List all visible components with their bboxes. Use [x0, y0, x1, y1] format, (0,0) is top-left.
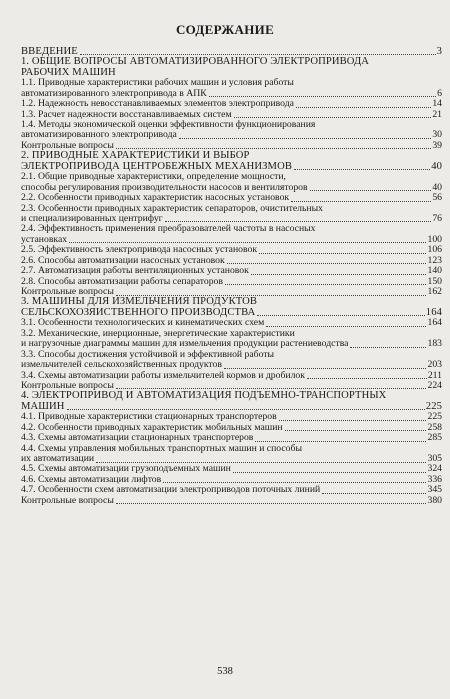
dot-leader — [257, 315, 424, 316]
toc-entry-line — [21, 131, 442, 141]
toc-entry-text: 3.2. Механические, инерционные, энергетические характеристики — [21, 328, 295, 339]
toc-entry-text: 1.3. Расчет надежности восстанавливаемых систем — [21, 109, 232, 120]
toc-entry-text: 3.1. Особенности технологических и кинематических схем — [21, 318, 265, 329]
toc-entry-line — [21, 465, 442, 475]
toc-entry-line — [21, 423, 442, 433]
toc-entry-text: автоматизированного электропривода — [21, 130, 177, 141]
toc-section-line — [21, 151, 442, 161]
dot-leader — [209, 96, 436, 97]
toc-entry-text: 2.2. Особенности приводных характеристик насосных установок — [21, 193, 290, 204]
dot-leader — [234, 117, 432, 118]
dot-leader — [67, 409, 425, 410]
toc-section-line — [21, 391, 442, 401]
dot-leader — [227, 263, 427, 264]
dot-leader — [165, 221, 432, 222]
toc-entry-line — [21, 89, 442, 99]
toc-entry-line — [21, 204, 442, 214]
toc-entry-line — [21, 412, 442, 422]
dot-leader — [285, 430, 427, 431]
toc-entry-text: измельчителей сельскохозяйственных продуктов — [21, 360, 222, 371]
toc-entry-text: 4. ЭЛЕКТРОПРИВОД И АВТОМАТИЗАЦИЯ ПОДЪЕМНО-ТРАНСПОРТНЫХ — [21, 391, 387, 402]
toc-entry-line — [21, 214, 442, 224]
dot-leader — [163, 482, 426, 483]
toc-entry-line — [21, 99, 442, 109]
toc-entry-line — [21, 172, 442, 182]
toc-page-number: 6 — [437, 87, 442, 99]
toc-entry-line — [21, 485, 442, 495]
toc-entry-text: 1.2. Надежность невосстанавливаемых элементов электропривода — [21, 99, 294, 110]
toc-page-number: 225 — [427, 411, 442, 423]
toc-entry-line — [21, 318, 442, 328]
toc-page-number: 40 — [431, 160, 442, 172]
toc-page-number: 3 — [436, 45, 442, 57]
toc-page-number: 30 — [432, 129, 442, 141]
dot-leader — [69, 242, 426, 243]
toc-section-line — [21, 68, 442, 78]
toc-entry-text: ЭЛЕКТРОПРИВОДА ЦЕНТРОБЕЖНЫХ МЕХАНИЗМОВ — [21, 161, 292, 172]
toc-entry-line — [21, 235, 442, 245]
toc-page-number: 324 — [427, 463, 442, 475]
toc-page-number: 224 — [427, 379, 442, 391]
toc-entry-text: 4.3. Схемы автоматизации стационарных транспортеров — [21, 433, 254, 444]
dot-leader — [116, 388, 427, 389]
toc-entry-text: Контрольные вопросы — [21, 287, 114, 298]
toc-page-number: 203 — [427, 359, 442, 371]
dot-leader — [251, 274, 427, 275]
toc-entry-text: их автоматизации — [21, 454, 95, 465]
toc-entry-text: автоматизированного электропривода в АПК — [21, 88, 207, 99]
toc-section-line — [21, 47, 442, 57]
toc-page-number: 140 — [427, 265, 442, 277]
toc-page-number: 336 — [427, 473, 442, 485]
toc-page-number: 183 — [427, 338, 442, 350]
toc-page-number: 164 — [427, 317, 442, 329]
dot-leader — [96, 462, 426, 463]
toc-entry-text: 2.7. Автоматизация работы вентиляционных установок — [21, 266, 249, 277]
toc-entry-text: Контрольные вопросы — [21, 495, 114, 506]
dot-leader — [266, 326, 426, 327]
toc-entry-line — [21, 266, 442, 276]
toc-entry-line — [21, 287, 442, 297]
dot-leader — [259, 253, 426, 254]
dot-leader — [350, 347, 426, 348]
table-of-contents — [21, 47, 442, 506]
toc-page-number: 123 — [427, 254, 442, 266]
toc-section-line — [21, 57, 442, 67]
dot-leader — [296, 107, 431, 108]
toc-page-number: 258 — [427, 421, 442, 433]
toc-entry-line — [21, 256, 442, 266]
toc-page-number: 21 — [432, 108, 442, 120]
dot-leader — [116, 148, 431, 149]
dot-leader — [116, 295, 427, 296]
toc-entry-line — [21, 350, 442, 360]
toc-section-line — [21, 298, 442, 308]
toc-entry-line — [21, 120, 442, 130]
toc-entry-line — [21, 193, 442, 203]
toc-entry-text: установках — [21, 234, 68, 245]
toc-entry-line — [21, 444, 442, 454]
toc-page-number: 150 — [427, 275, 442, 287]
toc-entry-text: 4.2. Особенности приводных характеристик мобильных машин — [21, 422, 283, 433]
toc-section-line — [21, 402, 442, 412]
toc-entry-text: 2.5. Эффективность электропривода насосных установок — [21, 245, 258, 256]
toc-entry-line — [21, 183, 442, 193]
toc-entry-text: МАШИН — [21, 401, 65, 412]
toc-entry-text: 2.3. Особенности приводных характеристик сепараторов, очистительных — [21, 203, 323, 214]
toc-entry-text: способы регулирования производительности насосов и вентиляторов — [21, 182, 308, 193]
toc-entry-line — [21, 329, 442, 339]
toc-page-number: 40 — [432, 181, 442, 193]
toc-entry-line — [21, 360, 442, 370]
dot-leader — [307, 378, 427, 379]
toc-entry-line — [21, 224, 442, 234]
toc-page-number: 106 — [427, 244, 442, 256]
toc-page-number: 39 — [432, 139, 442, 151]
dot-leader — [255, 441, 426, 442]
toc-entry-line — [21, 110, 442, 120]
toc-page-number: 56 — [432, 192, 442, 204]
toc-entry-text: 1. ОБЩИЕ ВОПРОСЫ АВТОМАТИЗИРОВАННОГО ЭЛЕКТРОПРИВОДА — [21, 57, 370, 68]
toc-page-number: 211 — [427, 369, 442, 381]
page-title: СОДЕРЖАНИЕ — [175, 22, 275, 37]
dot-leader — [225, 284, 426, 285]
toc-entry-line — [21, 78, 442, 88]
toc-page-number: 225 — [425, 400, 442, 412]
toc-entry-line — [21, 371, 442, 381]
toc-page-number: 164 — [425, 306, 442, 318]
toc-entry-text: и нагрузочные диаграммы машин для измельчения продукции растениеводства — [21, 339, 349, 350]
dot-leader — [179, 138, 431, 139]
dot-leader — [291, 201, 431, 202]
toc-entry-line — [21, 496, 442, 506]
toc-entry-text: 2. ПРИВОДНЫЕ ХАРАКТЕРИСТИКИ И ВЫБОР — [21, 151, 250, 162]
toc-entry-text: Контрольные вопросы — [21, 140, 114, 151]
toc-entry-text: 2.1. Общие приводные характеристики, определение мощности, — [21, 172, 286, 183]
toc-entry-text: 2.8. Способы автоматизации работы сепараторов — [21, 276, 223, 287]
toc-entry-text: 4.7. Особенности схем автоматизации электроприводов поточных линий — [21, 485, 321, 496]
toc-page-number: 100 — [427, 233, 442, 245]
toc-entry-text: ВВЕДЕНИЕ — [21, 46, 78, 57]
toc-page-number: 285 — [427, 432, 442, 444]
toc-entry-line — [21, 277, 442, 287]
toc-entry-text: 4.4. Схемы управления мобильных транспортных машин и способы — [21, 443, 302, 454]
dot-leader — [279, 420, 427, 421]
toc-entry-text: РАБОЧИХ МАШИН — [21, 67, 116, 78]
toc-entry-text: 3.4. Схемы автоматизации работы измельчителей кормов и дробилок — [21, 370, 305, 381]
toc-page-number: 380 — [427, 494, 442, 506]
toc-entry-text: 1.1. Приводные характеристики рабочих машин и условия работы — [21, 78, 294, 89]
toc-entry-line — [21, 381, 442, 391]
toc-entry-line — [21, 141, 442, 151]
toc-page-number: 76 — [432, 212, 442, 224]
toc-entry-text: 1.4. Методы экономической оценки эффективности функционирования — [21, 120, 316, 131]
dot-leader — [233, 472, 427, 473]
dot-leader — [310, 190, 432, 191]
toc-page-number: 345 — [427, 484, 442, 496]
dot-leader — [224, 368, 426, 369]
toc-entry-text: 3.3. Способы достижения устойчивой и эффективной работы — [21, 349, 275, 360]
toc-entry-text: и специализированных центрифуг — [21, 213, 163, 224]
dot-leader — [116, 503, 427, 504]
toc-section-line — [21, 308, 442, 318]
toc-entry-text: 4.5. Схемы автоматизации грузоподъемных машин — [21, 464, 231, 475]
toc-page-number: 14 — [432, 98, 442, 110]
toc-entry-line — [21, 475, 442, 485]
page-number: 538 — [217, 666, 233, 677]
dot-leader — [80, 54, 436, 55]
toc-entry-text: 3. МАШИНЫ ДЛЯ ИЗМЕЛЬЧЕНИЯ ПРОДУКТОВ — [21, 297, 258, 308]
toc-entry-line — [21, 433, 442, 443]
toc-page-number: 305 — [427, 453, 442, 465]
dot-leader — [322, 493, 426, 494]
dot-leader — [294, 169, 430, 170]
toc-entry-text: 4.6. Схемы автоматизации лифтов — [21, 474, 162, 485]
toc-entry-text: 2.4. Эффективность применения преобразователей частоты в насосных — [21, 224, 316, 235]
toc-page-number: 162 — [427, 286, 442, 298]
toc-entry-text: СЕЛЬСКОХОЗЯЙСТВЕННОГО ПРОИЗВОДСТВА — [21, 307, 256, 318]
toc-section-line — [21, 162, 442, 172]
toc-entry-text: Контрольные вопросы — [21, 380, 114, 391]
toc-entry-line — [21, 245, 442, 255]
toc-entry-text: 2.6. Способы автоматизации насосных установок — [21, 255, 225, 266]
toc-entry-line — [21, 339, 442, 349]
toc-entry-text: 4.1. Приводные характеристики стационарных транспортеров — [21, 412, 277, 423]
toc-entry-line — [21, 454, 442, 464]
